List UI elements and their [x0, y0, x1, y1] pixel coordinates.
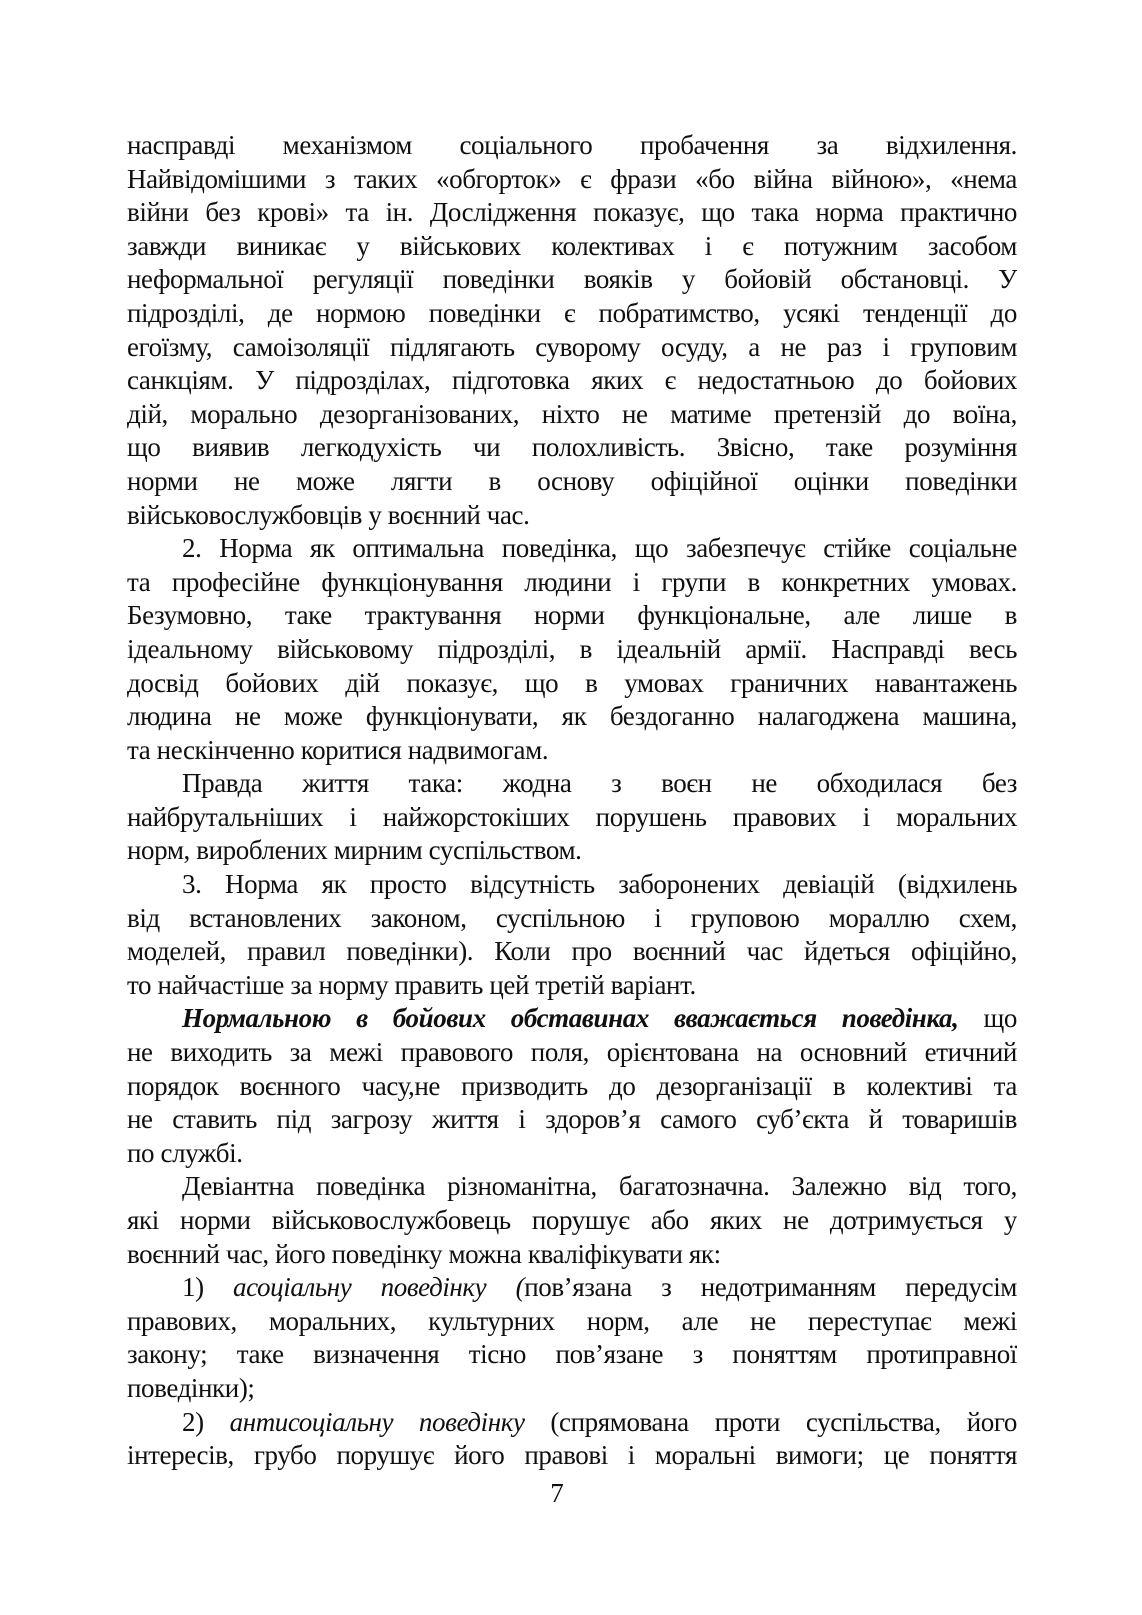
text-run: 2) [182, 1406, 230, 1437]
text-run: людина не може функціонувати, як бездоганно налагоджена машина, [127, 701, 1017, 732]
text-line [127, 1170, 1017, 1204]
text-line [127, 801, 1017, 835]
text-run: по службі. [127, 1137, 243, 1168]
text-line [127, 599, 1017, 633]
text-run: завжди виникає у військових колективах і є потужним засобом [127, 230, 1017, 261]
text-run: Девіантна поведінка різноманітна, багатозначна. Залежно від того, [182, 1171, 1017, 1202]
text-line [127, 1372, 1017, 1406]
text-run: інтересів, грубо порушує його правові і моральні вимоги; це поняття [127, 1440, 1017, 1471]
paragraph-7 [127, 1271, 1017, 1405]
text-line [127, 1238, 1017, 1272]
text-run: військовослужбовців у воєнний час. [127, 499, 530, 530]
text-line [127, 465, 1017, 499]
text-run: які норми військовослужбовець порушує або яких не дотримується у [127, 1205, 1017, 1235]
text-run-bold-italic: Нормальною в бойових обставинах вважається поведінка, [182, 1003, 959, 1034]
text-run: порядок воєнного часу,не призводить до дезорганізації в колективі та [127, 1070, 1017, 1101]
text-line [127, 1439, 1017, 1473]
text-line [127, 1204, 1017, 1238]
text-line [127, 834, 1017, 868]
text-line [127, 868, 1017, 902]
text-run: Безумовно, таке трактування норми функціональне, але лише в [127, 600, 1017, 631]
text-run: ідеальному військовому підрозділі, в ідеальній армії. Насправді весь [127, 633, 1017, 664]
text-run: неформальної регуляції поведінки вояків у бойовій обстановці. У [127, 264, 1017, 295]
text-line [127, 566, 1017, 600]
text-line [127, 364, 1017, 398]
text-run: від встановлених законом, суспільною і груповою мораллю схем, [127, 902, 1017, 933]
text-line [127, 1338, 1017, 1372]
text-run: не ставить під загрозу життя і здоров’я самого суб’єкта й товаришів [127, 1104, 1017, 1135]
text-line [127, 767, 1017, 801]
page-number: 7 [550, 1478, 564, 1508]
text-line [127, 499, 1017, 533]
text-block [127, 129, 1017, 1473]
text-line [127, 667, 1017, 701]
text-line [127, 700, 1017, 734]
text-run: 1) [182, 1272, 234, 1303]
text-line [127, 263, 1017, 297]
text-run-italic: антисоціальну поведінку [229, 1406, 525, 1437]
text-run: егоїзму, самоізоляції підлягають суворому осуду, а не раз і груповим [127, 331, 1017, 362]
paragraph-2 [127, 532, 1017, 767]
text-run: санкціям. У підрозділах, підготовка яких є недостатньою до бойових [127, 365, 1017, 396]
text-line [127, 196, 1017, 230]
text-line [127, 398, 1017, 432]
text-run: правових, моральних, культурних норм, але не переступає межі [127, 1305, 1017, 1336]
text-line [127, 129, 1017, 163]
text-run: Найвідомішими з таких «обгорток» є фрази «бо війна війною», «нема [127, 163, 1017, 194]
text-line [127, 297, 1017, 331]
text-run: що [958, 1003, 1017, 1034]
text-line [127, 969, 1017, 1003]
text-run: 3. Норма як просто відсутність заборонених девіацій (відхилень [182, 869, 1017, 900]
text-run: не виходить за межі правового поля, орієнтована на основний етичний [127, 1037, 1017, 1068]
text-run: досвід бойових дій показує, що в умовах граничних навантажень [127, 667, 1017, 698]
text-run: норми не може лягти в основу офіційної оцінки поведінки [127, 465, 1017, 496]
text-run: норм, вироблених мирним суспільством. [127, 835, 582, 866]
paragraph-1 [127, 129, 1017, 532]
text-run: що виявив легкодухість чи полохливість. Звісно, таке розуміння [127, 432, 1017, 463]
text-run: воєнний час, його поведінку можна кваліфікувати як: [127, 1238, 721, 1269]
text-run-italic: асоціальну поведінку ( [233, 1272, 525, 1303]
text-run: закону; таке визначення тісно пов’язане з поняттям протиправної [127, 1339, 1017, 1370]
text-line [127, 163, 1017, 197]
text-run: Правда життя така: жодна з воєн не обходилася без [182, 768, 1017, 799]
text-line [127, 1103, 1017, 1137]
text-run: дій, морально дезорганізованих, ніхто не матиме претензій до воїна, [127, 398, 1017, 429]
text-line [127, 431, 1017, 465]
text-run: (спрямована проти суспільства, його [524, 1406, 1017, 1437]
text-line [127, 935, 1017, 969]
text-line [127, 1036, 1017, 1070]
text-line [127, 230, 1017, 264]
text-run: поведінки); [127, 1372, 255, 1403]
text-line [127, 734, 1017, 768]
text-line [127, 902, 1017, 936]
paragraph-4 [127, 868, 1017, 1002]
text-run: насправді механізмом соціального пробачення за відхилення. [127, 130, 1017, 160]
text-run: та нескінченно коритися надвимогам. [127, 734, 549, 765]
text-run: то найчастіше за норму править цей третій варіант. [127, 969, 696, 1000]
text-line [127, 1406, 1017, 1440]
text-line [127, 1271, 1017, 1305]
text-line [127, 1070, 1017, 1104]
text-run: підрозділі, де нормою поведінки є побратимство, усякі тенденції до [127, 297, 1017, 328]
text-line [127, 532, 1017, 566]
text-run: найбрутальніших і найжорстокіших порушень правових і моральних [127, 801, 1017, 832]
text-line [127, 1002, 1017, 1036]
text-run: пов’язана з недотриманням передусім [524, 1272, 1017, 1303]
text-run: та професійне функціонування людини і групи в конкретних умовах. [127, 566, 1017, 597]
text-line [127, 1137, 1017, 1171]
text-run: 2. Норма як оптимальна поведінка, що забезпечує стійке соціальне [182, 533, 1017, 564]
paragraph-3 [127, 767, 1017, 868]
paragraph-5 [127, 1002, 1017, 1170]
paragraph-6 [127, 1170, 1017, 1271]
text-run: моделей, правил поведінки). Коли про воєнний час йдеться офіційно, [127, 936, 1017, 967]
text-line [127, 331, 1017, 365]
paragraph-8 [127, 1406, 1017, 1473]
text-line [127, 1305, 1017, 1339]
text-line [127, 633, 1017, 667]
text-run: війни без крові» та ін. Дослідження показує, що така норма практично [127, 197, 1017, 228]
